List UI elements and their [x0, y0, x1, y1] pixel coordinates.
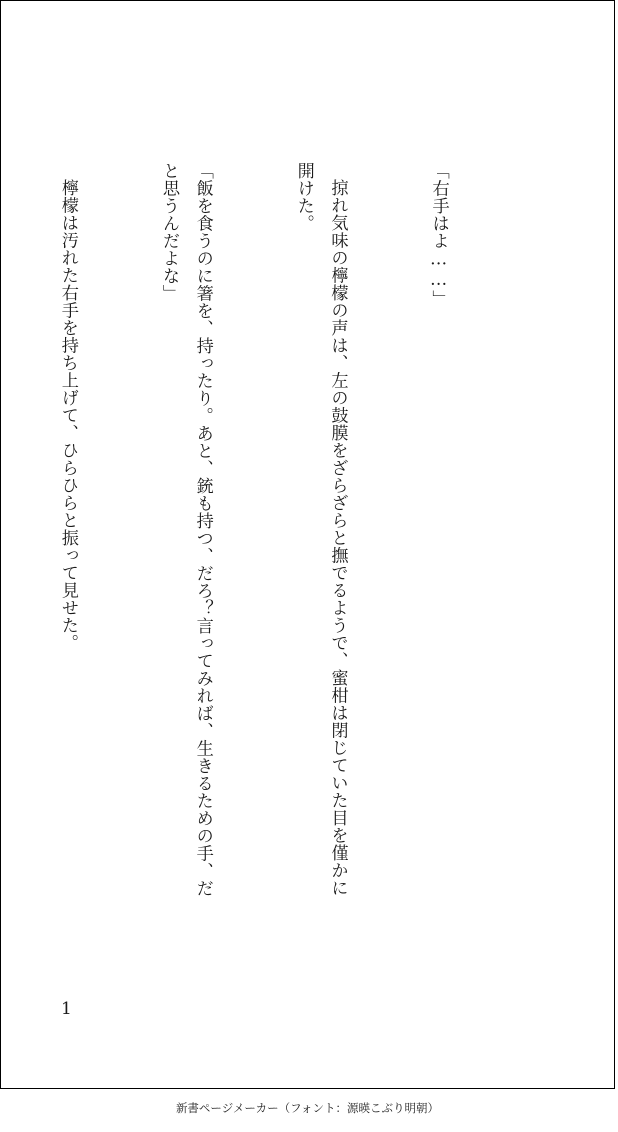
paragraph-1: 「右手はよ……」	[428, 162, 449, 308]
page-number: 1	[61, 999, 72, 1019]
footer-credit: 新書ページメーカー（フォント：源暎こぶり明朝）	[175, 1101, 440, 1115]
paragraph-4: 檸檬は汚れた右手を持ち上げて、ひらひらと振って見せた。	[57, 179, 78, 652]
paragraph-3: 「飯を食うのに箸を、持ったり。あと、銃も持つ、だろ？言ってみれば、生きるための手、だと思うんだよな」	[158, 162, 213, 897]
body-text	[0, 162, 522, 907]
paragraph-2: 掠れ気味の檸檬の声は、左の鼓膜をざらざらと撫でるようで、蜜柑は閉じていた目を僅かに開けた。	[293, 162, 348, 897]
